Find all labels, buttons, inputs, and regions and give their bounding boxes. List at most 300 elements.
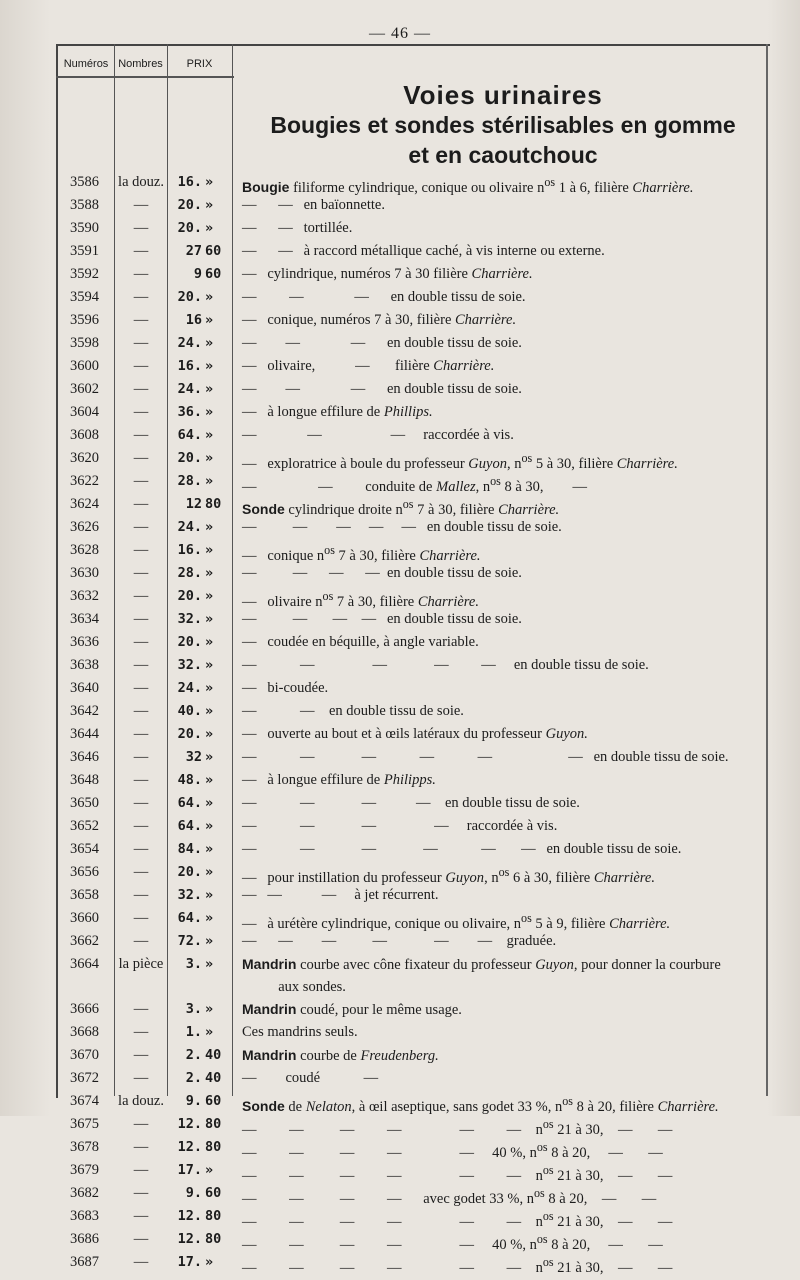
item-price <box>168 700 228 723</box>
item-quantity: la douz. <box>118 174 164 190</box>
catalog-row <box>56 194 768 217</box>
price-cents: » <box>205 634 214 650</box>
catalog-row <box>56 907 768 930</box>
item-quantity: la douz. <box>118 1093 164 1109</box>
catalog-row <box>56 585 768 608</box>
item-price <box>168 1182 228 1205</box>
price-cents: » <box>205 542 214 558</box>
item-quantity: — <box>133 680 149 696</box>
catalog-row <box>56 516 768 539</box>
price-units: 24. <box>177 335 202 351</box>
item-number: 3626 <box>70 519 99 535</box>
item-quantity: — <box>133 772 149 788</box>
item-quantity: — <box>133 1139 149 1155</box>
item-number: 3670 <box>70 1047 99 1063</box>
catalog-row <box>56 861 768 884</box>
item-quantity: — <box>133 1070 149 1086</box>
item-number: 3600 <box>70 358 99 374</box>
item-description: Mandrin coudé, pour le même usage. <box>242 1001 462 1018</box>
item-description: — ouverte au bout et à œils latéraux du professeur Guyon. <box>242 726 588 742</box>
item-quantity: — <box>133 1001 149 1017</box>
price-cents: » <box>205 726 214 742</box>
price-cents: 60 <box>205 1093 222 1109</box>
catalog-row <box>56 838 768 861</box>
item-number: 3632 <box>70 588 99 604</box>
item-number: 3634 <box>70 611 99 627</box>
price-cents: 60 <box>205 243 222 259</box>
price-cents: » <box>205 910 214 926</box>
price-cents: » <box>205 841 214 857</box>
item-quantity: — <box>133 588 149 604</box>
item-quantity: — <box>133 818 149 834</box>
catalog-row <box>56 332 768 355</box>
item-description: — — — — en double tissu de soie. <box>242 611 522 627</box>
price-cents: 80 <box>205 1208 222 1224</box>
item-price <box>168 608 228 631</box>
item-description: — — — — — — en double tissu de soie. <box>242 841 682 857</box>
item-description: — — — — — — graduée. <box>242 933 557 949</box>
item-number: 3602 <box>70 381 99 397</box>
price-units: 16 <box>185 312 202 328</box>
item-quantity: — <box>133 726 149 742</box>
price-units: 12. <box>177 1116 202 1132</box>
item-quantity: — <box>133 335 149 351</box>
price-cents: » <box>205 427 214 443</box>
price-cents: 60 <box>205 266 222 282</box>
catalog-row <box>56 309 768 332</box>
price-units: 12. <box>177 1208 202 1224</box>
item-number: 3624 <box>70 496 99 512</box>
item-quantity: — <box>133 703 149 719</box>
item-quantity: — <box>133 266 149 282</box>
item-quantity: — <box>133 841 149 857</box>
item-quantity: — <box>133 312 149 328</box>
item-number: 3620 <box>70 450 99 466</box>
catalog-row <box>56 884 768 907</box>
price-units: 12. <box>177 1139 202 1155</box>
item-description: Bougie filiforme cylindrique, conique ou olivaire $n^{os}$ 1 à 6, filière Charrière. <box>242 175 694 196</box>
price-cents: 80 <box>205 1139 222 1155</box>
item-number: 3592 <box>70 266 99 282</box>
item-description: — — — — avec godet 33 %, $n^{os}$ 8 à 20, — — <box>242 1186 657 1207</box>
price-units: 2. <box>185 1047 202 1063</box>
item-quantity: — <box>133 289 149 305</box>
item-number: 3598 <box>70 335 99 351</box>
item-description: — — — — — — $n^{os}$ 21 à 30, — — <box>242 1255 673 1276</box>
catalog-row <box>56 217 768 240</box>
item-price <box>168 562 228 585</box>
catalog-row <box>56 424 768 447</box>
item-quantity: — <box>133 404 149 420</box>
price-units: 20. <box>177 864 202 880</box>
item-price <box>168 1136 228 1159</box>
item-quantity: — <box>133 220 149 236</box>
catalog-row <box>56 815 768 838</box>
item-description: — — — — — — en double tissu de soie. <box>242 749 729 765</box>
item-quantity: — <box>133 519 149 535</box>
price-units: 17. <box>177 1254 202 1270</box>
item-description: Ces mandrins seuls. <box>242 1024 358 1040</box>
catalog-row <box>56 1159 768 1182</box>
item-quantity: — <box>133 795 149 811</box>
price-units: 64. <box>177 910 202 926</box>
item-price <box>168 1113 228 1136</box>
item-description: — coudé — <box>242 1070 379 1086</box>
item-price <box>168 815 228 838</box>
item-quantity: — <box>133 243 149 259</box>
catalog-row <box>56 171 768 194</box>
item-description: — — tortillée. <box>242 220 353 236</box>
price-cents: » <box>205 887 214 903</box>
price-cents: 60 <box>205 1185 222 1201</box>
item-description: — — — à jet récurrent. <box>242 887 439 903</box>
item-price <box>168 1205 228 1228</box>
item-number: 3642 <box>70 703 99 719</box>
price-units: 24. <box>177 519 202 535</box>
price-cents: 80 <box>205 1231 222 1247</box>
item-number: 3679 <box>70 1162 99 1178</box>
price-units: 24. <box>177 680 202 696</box>
item-price <box>168 355 228 378</box>
item-price <box>168 861 228 884</box>
item-description: Sonde cylindrique droite $n^{os}$ 7 à 30, filière Charrière. <box>242 497 560 518</box>
catalog-row <box>56 792 768 815</box>
item-quantity: — <box>133 611 149 627</box>
item-quantity: — <box>133 197 149 213</box>
item-price <box>168 539 228 562</box>
price-cents: » <box>205 680 214 696</box>
item-price <box>168 263 228 286</box>
item-number: 3591 <box>70 243 99 259</box>
price-cents: » <box>205 772 214 788</box>
item-price <box>168 194 228 217</box>
item-number: 3648 <box>70 772 99 788</box>
item-quantity: — <box>133 1047 149 1063</box>
item-price <box>168 654 228 677</box>
item-quantity: — <box>133 427 149 443</box>
item-quantity: — <box>133 450 149 466</box>
item-quantity: — <box>133 1116 149 1132</box>
price-units: 20. <box>177 197 202 213</box>
item-number: 3674 <box>70 1093 99 1109</box>
header-rule <box>56 76 234 78</box>
price-units: 27 <box>185 243 202 259</box>
item-quantity: — <box>133 1231 149 1247</box>
price-cents: » <box>205 1001 214 1017</box>
item-price <box>168 631 228 654</box>
item-description: — — en double tissu de soie. <box>242 703 464 719</box>
item-price <box>168 746 228 769</box>
item-description: — — — — — 40 %, $n^{os}$ 8 à 20, — — <box>242 1140 663 1161</box>
item-price <box>168 217 228 240</box>
item-price <box>168 1159 228 1182</box>
price-cents: » <box>205 289 214 305</box>
catalog-row <box>56 1205 768 1228</box>
catalog-row <box>56 1113 768 1136</box>
title-line-2: Bougies et sondes stérilisables en gomme <box>270 112 736 138</box>
price-units: 16. <box>177 174 202 190</box>
catalog-row <box>56 1090 768 1113</box>
item-description: — — — — — en double tissu de soie. <box>242 657 649 673</box>
item-number: 3668 <box>70 1024 99 1040</box>
price-cents: » <box>205 749 214 765</box>
price-cents: » <box>205 611 214 627</box>
price-units: 64. <box>177 795 202 811</box>
item-description: Sonde de Nelaton, à œil aseptique, sans godet 33 %, $n^{os}$ 8 à 20, filière Charrière. <box>242 1094 719 1115</box>
catalog-row <box>56 608 768 631</box>
item-quantity: — <box>133 864 149 880</box>
page-number: — 46 — <box>369 25 431 42</box>
item-number: 3687 <box>70 1254 99 1270</box>
price-cents: » <box>205 312 214 328</box>
column-header-nombres: Nombres <box>118 58 163 70</box>
item-description: — — — — — — $n^{os}$ 21 à 30, — — <box>242 1117 673 1138</box>
item-number: 3662 <box>70 933 99 949</box>
item-price <box>168 309 228 332</box>
item-number: 3604 <box>70 404 99 420</box>
item-price <box>168 240 228 263</box>
item-price <box>168 1228 228 1251</box>
item-number: 3656 <box>70 864 99 880</box>
item-quantity: — <box>133 933 149 949</box>
item-number: 3646 <box>70 749 99 765</box>
item-description: — à urétère cylindrique, conique ou olivaire, $n^{os}$ 5 à 9, filière Charrière. <box>242 911 671 932</box>
item-number: 3654 <box>70 841 99 857</box>
page-shade-right <box>768 0 800 1116</box>
price-units: 9. <box>185 1185 202 1201</box>
title-line-1: Voies urinaires <box>403 80 603 110</box>
item-quantity: — <box>133 381 149 397</box>
item-description: — — — — en double tissu de soie. <box>242 795 580 811</box>
item-quantity: — <box>133 565 149 581</box>
price-cents: » <box>205 588 214 604</box>
catalog-row <box>56 447 768 470</box>
price-cents: 80 <box>205 496 222 512</box>
section-title <box>238 80 768 170</box>
price-units: 12 <box>185 496 202 512</box>
price-units: 20. <box>177 289 202 305</box>
item-description: — cylindrique, numéros 7 à 30 filière Charrière. <box>242 266 533 282</box>
catalog-rows <box>56 171 768 1274</box>
item-quantity: la pièce <box>118 956 164 972</box>
item-description: — conique $n^{os}$ 7 à 30, filière Charrière. <box>242 543 481 564</box>
item-price <box>168 286 228 309</box>
item-number: 3650 <box>70 795 99 811</box>
item-number: 3630 <box>70 565 99 581</box>
catalog-row <box>56 401 768 424</box>
price-units: 36. <box>177 404 202 420</box>
item-price <box>168 378 228 401</box>
item-quantity: — <box>133 542 149 558</box>
item-quantity: — <box>133 1254 149 1270</box>
catalog-row <box>56 493 768 516</box>
price-units: 3. <box>185 1001 202 1017</box>
price-cents: » <box>205 174 214 190</box>
catalog-row <box>56 677 768 700</box>
catalog-row <box>56 286 768 309</box>
price-cents: » <box>205 657 214 673</box>
price-cents: » <box>205 404 214 420</box>
item-description: — — — en double tissu de soie. <box>242 381 522 397</box>
item-price <box>168 332 228 355</box>
item-number: 3628 <box>70 542 99 558</box>
price-cents: » <box>205 703 214 719</box>
item-quantity: — <box>133 358 149 374</box>
item-description: — — conduite de Mallez, $n^{os}$ 8 à 30, — <box>242 474 588 495</box>
price-units: 3. <box>185 956 202 972</box>
price-units: 12. <box>177 1231 202 1247</box>
price-units: 48. <box>177 772 202 788</box>
price-units: 28. <box>177 565 202 581</box>
item-description: — — à raccord métallique caché, à vis interne ou externe. <box>242 243 605 259</box>
catalog-row <box>56 654 768 677</box>
item-price <box>168 516 228 539</box>
price-cents: » <box>205 335 214 351</box>
catalog-row <box>56 355 768 378</box>
item-number: 3594 <box>70 289 99 305</box>
item-description: — coudée en béquille, à angle variable. <box>242 634 479 650</box>
price-cents: 40 <box>205 1047 222 1063</box>
price-units: 16. <box>177 542 202 558</box>
item-description: — exploratrice à boule du professeur Guyon, $n^{os}$ 5 à 30, filière Charrière. <box>242 451 678 472</box>
catalog-row <box>56 746 768 769</box>
price-cents: 40 <box>205 1070 222 1086</box>
catalog-row <box>56 1044 768 1067</box>
price-units: 32 <box>185 749 202 765</box>
price-cents: » <box>205 795 214 811</box>
price-units: 20. <box>177 220 202 236</box>
item-price <box>168 838 228 861</box>
catalog-row <box>56 240 768 263</box>
item-description: — — — raccordée à vis. <box>242 427 514 443</box>
catalog-row <box>56 953 768 998</box>
catalog-row <box>56 1136 768 1159</box>
price-units: 64. <box>177 818 202 834</box>
item-number: 3678 <box>70 1139 99 1155</box>
catalog-row <box>56 998 768 1021</box>
column-header-prix: PRIX <box>186 58 213 70</box>
item-quantity: — <box>133 1024 149 1040</box>
item-number: 3682 <box>70 1185 99 1201</box>
item-price <box>168 1044 228 1067</box>
price-cents: » <box>205 197 214 213</box>
price-units: 1. <box>185 1024 202 1040</box>
price-units: 20. <box>177 634 202 650</box>
price-cents: » <box>205 1254 214 1270</box>
item-number: 3590 <box>70 220 99 236</box>
item-price <box>168 401 228 424</box>
item-description: Mandrin courbe avec cône fixateur du professeur Guyon, pour donner la courbure aux sondes. <box>242 956 721 995</box>
price-cents: » <box>205 381 214 397</box>
catalog-row <box>56 1228 768 1251</box>
price-cents: » <box>205 818 214 834</box>
item-number: 3622 <box>70 473 99 489</box>
item-quantity: — <box>133 1208 149 1224</box>
catalog-row <box>56 1251 768 1274</box>
item-price <box>168 1090 228 1113</box>
catalog-row <box>56 470 768 493</box>
item-number: 3638 <box>70 657 99 673</box>
item-number: 3652 <box>70 818 99 834</box>
item-price <box>168 1067 228 1090</box>
price-cents: » <box>205 450 214 466</box>
item-price <box>168 953 228 976</box>
item-number: 3608 <box>70 427 99 443</box>
item-price <box>168 769 228 792</box>
item-price <box>168 493 228 516</box>
item-number: 3686 <box>70 1231 99 1247</box>
item-quantity: — <box>133 910 149 926</box>
item-price <box>168 677 228 700</box>
price-cents: » <box>205 1024 214 1040</box>
item-description: — bi-coudée. <box>242 680 329 696</box>
item-price <box>168 998 228 1021</box>
item-number: 3658 <box>70 887 99 903</box>
item-quantity: — <box>133 657 149 673</box>
item-description: — — — — en double tissu de soie. <box>242 565 522 581</box>
item-number: 3596 <box>70 312 99 328</box>
catalog-row <box>56 263 768 286</box>
price-cents: » <box>205 473 214 489</box>
price-cents: » <box>205 220 214 236</box>
price-units: 16. <box>177 358 202 374</box>
item-price <box>168 424 228 447</box>
price-units: 9. <box>185 1093 202 1109</box>
item-price <box>168 585 228 608</box>
item-quantity: — <box>133 496 149 512</box>
item-description: — conique, numéros 7 à 30, filière Charrière. <box>242 312 517 328</box>
item-price <box>168 1021 228 1044</box>
item-description: — — — — — en double tissu de soie. <box>242 519 562 535</box>
item-quantity: — <box>133 634 149 650</box>
item-description: — — — en double tissu de soie. <box>242 289 526 305</box>
item-description: — olivaire, — filière Charrière. <box>242 358 495 374</box>
item-quantity: — <box>133 749 149 765</box>
catalog-row <box>56 1021 768 1044</box>
price-cents: » <box>205 565 214 581</box>
item-number: 3640 <box>70 680 99 696</box>
price-units: 40. <box>177 703 202 719</box>
item-number: 3586 <box>70 174 99 190</box>
catalog-row <box>56 930 768 953</box>
catalog-row <box>56 378 768 401</box>
catalog-row <box>56 631 768 654</box>
item-price <box>168 1251 228 1274</box>
item-quantity: — <box>133 1162 149 1178</box>
price-units: 17. <box>177 1162 202 1178</box>
item-description: — — — — — — $n^{os}$ 21 à 30, — — <box>242 1163 673 1184</box>
item-quantity: — <box>133 1185 149 1201</box>
item-number: 3588 <box>70 197 99 213</box>
price-cents: » <box>205 956 214 972</box>
item-description: — — — — raccordée à vis. <box>242 818 558 834</box>
item-description: Mandrin courbe de Freudenberg. <box>242 1047 439 1064</box>
item-price <box>168 723 228 746</box>
item-description: — à longue effilure de Phillips. <box>242 404 433 420</box>
item-price <box>168 930 228 953</box>
price-cents: 80 <box>205 1116 222 1132</box>
price-units: 20. <box>177 726 202 742</box>
item-number: 3636 <box>70 634 99 650</box>
price-units: 20. <box>177 450 202 466</box>
item-price <box>168 907 228 930</box>
item-description: — — — — — 40 %, $n^{os}$ 8 à 20, — — <box>242 1232 663 1253</box>
item-number: 3644 <box>70 726 99 742</box>
catalog-row <box>56 769 768 792</box>
price-units: 32. <box>177 611 202 627</box>
price-cents: » <box>205 1162 214 1178</box>
item-description: — à longue effilure de Philipps. <box>242 772 436 788</box>
